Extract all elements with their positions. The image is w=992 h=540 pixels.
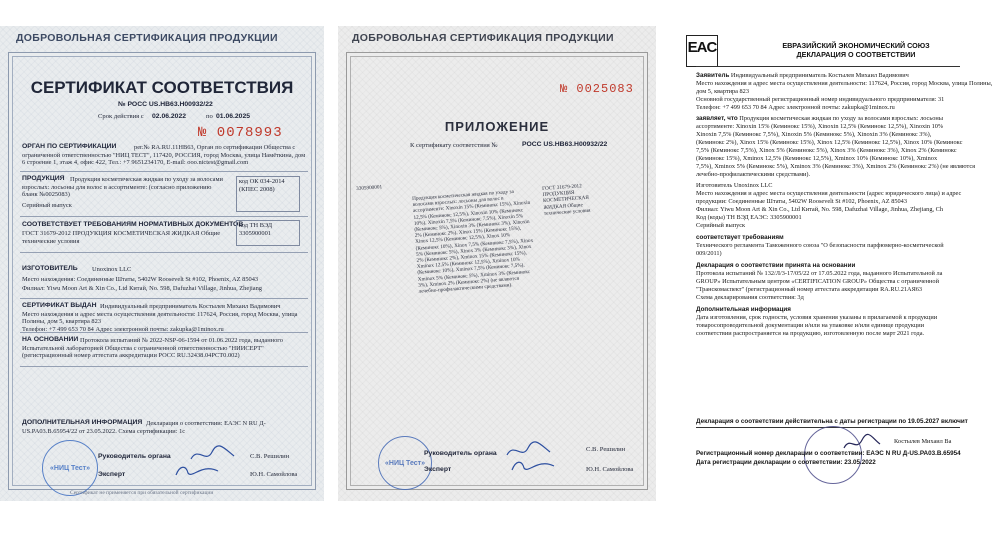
appendix-expert-name: Ю.Н. Самойлова <box>586 466 634 473</box>
head-name: С.В. Решилин <box>250 453 290 460</box>
head-label: Руководитель органа <box>98 453 171 460</box>
reg-line <box>696 450 961 458</box>
declaration-header-line1: ЕВРАЗИЙСКИЙ ЭКОНОМИЧЕСКИЙ СОЮЗ <box>782 41 930 50</box>
header-rule <box>696 66 960 67</box>
declaration-line-text: Код (коды) ТН ВЭД ЕАЭС: 3305900001 <box>696 214 802 221</box>
declaration-line-text: продукции: Соединенные Штаты, 5402W Roosevelt St #102, Phoenix, AZ 85043 <box>696 198 907 205</box>
appendix-head-label: Руководитель органа <box>424 450 497 457</box>
declaration-line <box>696 115 943 123</box>
divider <box>20 171 308 172</box>
extra-label: ДОПОЛНИТЕЛЬНАЯ ИНФОРМАЦИЯ <box>22 419 143 426</box>
stamp-text: «НИЦ Тест» <box>50 464 90 472</box>
appendix-serial-number: № 0025083 <box>560 82 634 96</box>
certification-stamp <box>42 440 98 496</box>
declaration-line <box>696 88 749 96</box>
expert-label: Эксперт <box>98 471 126 478</box>
declaration-line <box>696 250 722 258</box>
divider <box>20 216 308 217</box>
declaration-line <box>696 163 975 171</box>
declaration-line-label: Дополнительная информация <box>696 306 791 313</box>
valid-from: 02.06.2022 <box>152 113 187 120</box>
declaration-line <box>696 104 895 112</box>
certificate-title: СЕРТИФИКАТ СООТВЕТСТВИЯ <box>30 78 294 97</box>
appendix-title: ПРИЛОЖЕНИЕ <box>444 119 550 134</box>
appendix-ref-text: К сертификату соответствия № <box>410 142 498 149</box>
declaration-line <box>696 286 922 294</box>
declaration-line <box>696 147 957 155</box>
declaration-line-text: дом 5, квартира 823 <box>696 88 749 95</box>
conformity-label: СООТВЕТСТВУЕТ ТРЕБОВАНИЯМ НОРМАТИВНЫХ ДОКУМЕНТОВ <box>22 221 244 228</box>
issued-text: Индивидуальный предприниматель Костылев Михаил Вадимович Место нахождения и адрес места осуществления деятельности: 117624, Россия, город Москва, улица Полины, дом 5, квартира 823 Телефон: +7 499 653 70 84 Адрес электронной почты: zakupka@1minox.ru <box>22 303 298 333</box>
maker-name: Unoxinox LLC <box>92 266 132 273</box>
reg-number-value: ЕАЭС N RU Д-US.PA03.B.65954 <box>866 450 961 457</box>
reg-number: № РОСС US.НВ63.Н00932/22 <box>118 101 213 108</box>
serial-number: № 0078993 <box>198 125 283 141</box>
declaration-line-text: лечебно-профилактическими средствами). <box>696 171 811 178</box>
valid-to: 01.06.2025 <box>216 113 251 120</box>
declaration-line-label: Декларация о соответствии принята на основании <box>696 262 856 269</box>
basis-text: Протокола испытаний № 2022-NSP-06-1594 от 01.06.2022 года, выданного Испытательной лабораторией Общества с ограниченной ответственностью "НИИСЕРТ" (регистрационный номер аттестата аккредитации РОСС RU.32438.04РСТ0.002) <box>22 337 285 360</box>
appendix-stamp-text: «НИЦ Тест» <box>385 459 425 467</box>
declaration-line <box>696 214 802 222</box>
declaration-line-text: Телефон: +7 499 653 70 84 Адрес электронной почты: zakupka@1minox.ru <box>696 104 895 111</box>
declaration-line <box>696 278 939 286</box>
appendix-expert-signature <box>508 456 558 476</box>
declaration-line-text: GROUP» Испытательным центром «CERTIFICATION GROUP» Общества с ограниченной <box>696 278 939 285</box>
reg-label: Регистрационный номер декларации о соответствии: <box>696 450 865 457</box>
declaration-line <box>696 72 909 80</box>
declaration-header <box>752 41 960 59</box>
signer-name: Костылев Михаил Ва <box>894 438 952 445</box>
declaration-line-label: Заявитель <box>696 72 730 79</box>
organ-label: ОРГАН ПО СЕРТИФИКАЦИИ <box>22 143 117 150</box>
product-text: Продукция косметическая жидкая по уходу за волосами взрослых: лосьоны для волос в ассортименте: (согласно приложению бланк №0025083) <box>22 176 225 199</box>
divider <box>20 298 308 299</box>
declaration-line <box>696 270 942 278</box>
declaration-line <box>696 96 944 104</box>
declaration-line <box>696 330 924 338</box>
tnved-code: 3305900001 <box>239 229 271 237</box>
valid-to-label: по <box>206 113 213 120</box>
declaration-line <box>696 198 907 206</box>
appendix-standard: ГОСТ 31679-2012 ПРОДУКЦИЯ КОСМЕТИЧЕСКАЯ ЖИДКАЯ Общие технические условия <box>542 183 591 217</box>
declaration-line-text: Место нахождения и адрес места осуществления деятельности: 117624, Россия, город Москва, улица Полины, <box>696 80 992 87</box>
maker-label: ИЗГОТОВИТЕЛЬ <box>22 265 78 272</box>
declaration-line <box>696 131 931 139</box>
product-label: ПРОДУКЦИЯ <box>22 175 65 182</box>
appendix-ref-number: РОСС US.НВ63.Н00932/22 <box>522 141 608 148</box>
declaration-line-text: Место нахождения и адрес места осуществления деятельности (адрес юридического лица) и адрес <box>696 190 962 197</box>
maker-branch: Филиал: Yiwu Moon Art & Xin Co., Ltd Китай, No. 598, Dafuzhai Village, Jinhua, Zhejiang <box>22 285 262 292</box>
declaration-line <box>696 322 924 330</box>
eac-logo-text: EAC <box>687 39 717 56</box>
certificate-footer: Сертификат не применяется при обязательной сертификации <box>70 490 214 496</box>
certificate-header: ДОБРОВОЛЬНАЯ СЕРТИФИКАЦИЯ ПРОДУКЦИИ <box>16 32 278 44</box>
declaration-line <box>696 222 745 230</box>
tnved-label: код ТН ВЭД <box>239 222 273 229</box>
declaration-line-text: соответствии распространяется на продукцию, изготовленную после март 2021 года. <box>696 330 925 337</box>
eac-logo-icon <box>686 35 718 67</box>
declaration-line <box>696 234 784 242</box>
valid-line-label: Декларация о соответствии действительна с даты регистрации по <box>696 418 907 425</box>
declaration-line-text: товаросопроводительной документации и/или на упаковке и/или единице продукции <box>696 322 925 329</box>
appendix-stamp <box>378 436 432 490</box>
issued-label: СЕРТИФИКАТ ВЫДАН <box>22 302 97 309</box>
declaration-line <box>696 123 943 131</box>
extra-text: Декларация о соответствии: ЕАЭС N RU Д-US.PA03.B.65954/22 от 23.05.2022. Схема сертификации: 1с <box>22 420 266 435</box>
declaration-line-text: ассортименте: Xinoxin 15% (Кеминокс 15%), Xinoxin 12,5% (Кеминокс 12,5%), Xinoxin 10% <box>696 123 944 130</box>
divider <box>20 366 308 367</box>
declaration-line-text: Филиал: Yiwu Moon Art & Xin Co., Ltd Китай, No. 598, Dafuzhai Village, Jinhua, Zhejiang, Ch <box>696 206 943 213</box>
declaration-line <box>696 306 791 314</box>
declaration-line <box>696 242 944 250</box>
declaration-line-text: 7,5% (Кеминокс 7,5%), Xinox 5% (Кеминокс 5%), Xinox 3% (Кеминокс 3%), Xinox 2% (Кеминокс <box>696 147 957 154</box>
appendix-code: 3305900001 <box>356 184 383 192</box>
declaration-line-text: 009/2011) <box>696 250 722 257</box>
declaration-header-line2: ДЕКЛАРАЦИЯ О СООТВЕТСТВИИ <box>796 50 916 59</box>
declaration-line <box>696 206 943 214</box>
date-value: 23.05.2022 <box>844 459 876 466</box>
declaration-line-text: (Кеминокс 15%), Xminox 12,5% (Кеминокс 12,5%), Xminox 10% (Кеминокс 10%), Xminox <box>696 155 938 162</box>
tnved-box <box>236 220 300 246</box>
expert-signature <box>172 461 222 481</box>
declaration-line <box>696 155 937 163</box>
divider <box>20 252 308 253</box>
valid-line-date: 19.05.2027 <box>907 418 940 425</box>
appendix-header: ДОБРОВОЛЬНАЯ СЕРТИФИКАЦИЯ ПРОДУКЦИИ <box>352 32 614 44</box>
appendix-expert-label: Эксперт <box>424 466 452 473</box>
certificate-of-conformity <box>0 26 324 501</box>
valid-line <box>696 418 968 426</box>
declaration-line-text: Схема декларирования соответствия: 3д <box>696 294 804 301</box>
validity-label: Срок действия с <box>98 113 144 120</box>
appendix-product-list: Продукция косметическая жидкая по уходу за волосами взрослых: лосьоны для волос в ассортименте: Xinoxin 15% (Кеминокс 15%), Xinoxin 12,5% (Кеминокс 12,5%), Xinoxin 10% (Кеминокс 10%), Xinoxin 7,5% (Кеминокс 7,5%), Xinoxin 5% (Кеминокс 5%), Xinoxin 3% (Кеминокс 3%), Xinoxin 2% (Кеминокс 2%), Xinox 15% (Кеминокс 15%), Xinox 12,5% (Кеминокс 12,5%), Xinox 10% (Кеминокс 10%), Xinox 7,5% (Кеминокс 7,5%), Xinox 5% (Кеминокс 5%), Xinox 3% (Кеминокс 3%), Xinox 2% (Кеминокс 2%), Xminox 15% (Кеминокс 15%), Xminox 12,5% (Кеминокс 12,5%), Xminox 10% (Кеминокс 10%), Xminox 7,5% (Кеминокс 7,5%), Xminox 5% (Кеминокс 5%), Xminox 3% (Кеминокс 3%), Xminox 2% (Кеминокс 2%) (не являются лечебно-профилактическими средствами). <box>412 188 535 295</box>
declaration-line-text: (Кеминокс 2%), Xinox 15% (Кеминокс 15%), Xinox 12,5% (Кеминокс 12,5%), Xinox 10% (Кеминокс <box>696 139 963 146</box>
declaration-line <box>696 80 992 88</box>
declaration-line-text: Индивидуальный предприниматель Костылев Михаил Вадимович <box>729 72 909 79</box>
declaration-line-label: соответствует требованиям <box>696 234 784 241</box>
declaration-line-text: Xinoxin 7,5% (Кеминокс 7,5%), Xinoxin 5% (Кеминокс 5%), Xinoxin 3% (Кеминокс 3%), <box>696 131 932 138</box>
conformity-text: ГОСТ 31679-2012 ПРОДУКЦИЯ КОСМЕТИЧЕСКАЯ ЖИДКАЯ Общие технические условия <box>22 230 222 245</box>
date-label: Дата регистрации декларации о соответствии: <box>696 459 843 466</box>
serial-release: Серийный выпуск <box>22 202 72 209</box>
declaration-line-text: Изготовитель Unoxinox LLC <box>696 182 773 189</box>
maker-address: Место нахождения: Соединенные Штаты, 5402W Roosevelt St #102, Phoenix, AZ 85043 <box>22 276 259 283</box>
declaration-line <box>696 171 810 179</box>
okp-code-box: код ОК 034-2014 (КПЕС 2008) <box>236 176 300 212</box>
declaration-line-text: 7,5%), Xminox 5% (Кеминокс 5%), Xminox 3% (Кеминокс 3%), Xminox 2% (Кеминокс 2%) (не являются <box>696 163 976 170</box>
eaeu-declaration <box>672 26 992 501</box>
declaration-line <box>696 190 961 198</box>
declaration-line <box>696 262 855 270</box>
declaration-line-label: заявляет, что <box>696 115 738 122</box>
declaration-line <box>696 182 772 190</box>
divider <box>20 332 308 333</box>
declaration-line-text: Дата изготовления, срок годности, условия хранения указаны в прилагаемой к продукции <box>696 314 938 321</box>
declaration-line-text: "Транскомаспект" (регистрационный номер аттестата аккредитации RA.RU.21AЯ63 <box>696 286 923 293</box>
declaration-line-text: Продукция косметическая жидкая по уходу за волосами взрослых: лосьоны <box>737 115 943 122</box>
date-line <box>696 459 876 467</box>
declaration-line-text: Основной государственный регистрационный номер индивидуального предпринимателя: 31 <box>696 96 945 103</box>
basis-label: НА ОСНОВАНИИ <box>22 336 79 343</box>
declaration-line <box>696 139 962 147</box>
declaration-line-text: Протокола испытаний № 132/Л/3-17/05/22 от 17.05.2022 года, выданного Испытательной ла <box>696 270 943 277</box>
declaration-line <box>696 294 804 302</box>
valid-line-tail: включит <box>939 418 968 425</box>
certificate-appendix <box>338 26 656 501</box>
expert-name: Ю.Н. Самойлова <box>250 471 298 478</box>
declaration-line-text: Технического регламента Таможенного союза "О безопасности парфюмерно-косметической <box>696 242 944 249</box>
declaration-line <box>696 314 937 322</box>
declaration-line-text: Серийный выпуск <box>696 222 746 229</box>
appendix-head-name: С.В. Решилин <box>586 446 626 453</box>
organ-text: рег.№ RA.RU.11НВ63, Орган по сертификации Общества с ограниченной ответственностью "НИЦ ТЕСТ", 117420, РОССИЯ, город Москва, улица Намёткина, дом 6 строение 1, этаж 4, офис 422, Тел.: +7 9651234170, E-mail: ooo.nictest@gmail.com <box>22 144 307 167</box>
